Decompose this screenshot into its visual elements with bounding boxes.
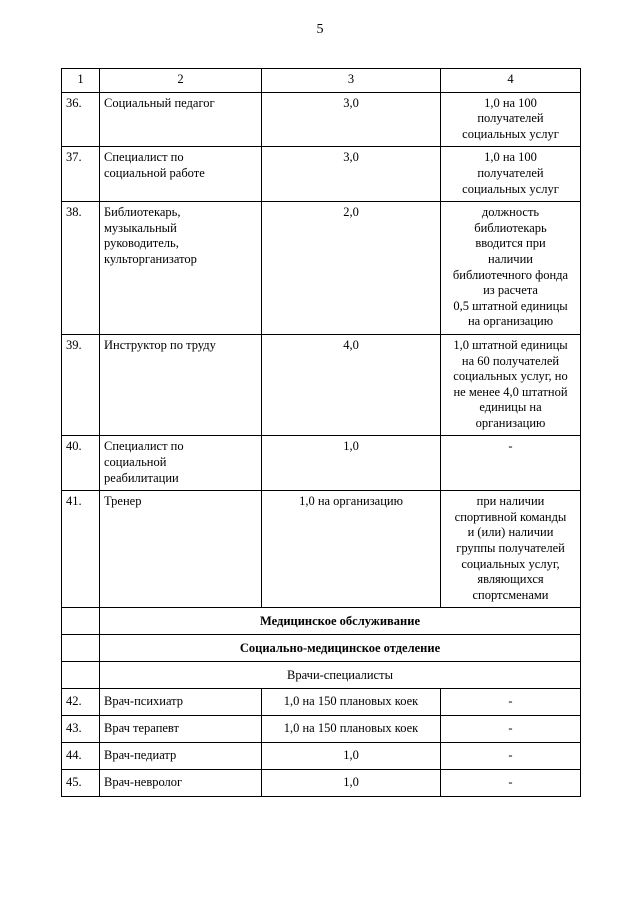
- position-name-line: культорганизатор: [104, 251, 197, 266]
- position-name-line: Специалист по: [104, 439, 184, 454]
- subsection-heading-doctors: Врачи-специалисты: [100, 662, 581, 689]
- table-row: [62, 716, 581, 743]
- staff-note-line: 1,0 штатной единицы: [453, 337, 568, 352]
- row-number: 45.: [62, 770, 100, 797]
- staff-note: [441, 491, 581, 608]
- row-number: 40.: [62, 436, 100, 491]
- subsection-heading-doctors-row: [62, 662, 581, 689]
- position-name-line: Тренер: [104, 494, 142, 509]
- row-number: 39.: [62, 334, 100, 436]
- position-name-line: Инструктор по труду: [104, 337, 216, 352]
- staff-note: [441, 92, 581, 147]
- staff-note: -: [441, 716, 581, 743]
- page-number: 5: [316, 22, 324, 37]
- position-name: Врач терапевт: [100, 716, 262, 743]
- section-heading-medical-row: [62, 608, 581, 635]
- position-name: [100, 436, 262, 491]
- staff-note-line: должность: [481, 205, 540, 220]
- column-header: 1: [62, 69, 100, 93]
- staff-note-line: социальных услуг: [462, 126, 559, 141]
- table-row: [62, 147, 581, 202]
- position-name: Врач-невролог: [100, 770, 262, 797]
- staff-count: 3,0: [262, 147, 441, 202]
- table-row: [62, 770, 581, 797]
- section-heading-department-row: [62, 635, 581, 662]
- empty-cell: [62, 635, 100, 662]
- staff-note-line: из расчета: [483, 283, 538, 298]
- row-number: 42.: [62, 689, 100, 716]
- section-heading-department: Социально-медицинское отделение: [100, 635, 581, 662]
- staff-count: 1,0 на 150 плановых коек: [262, 716, 441, 743]
- position-name: [100, 92, 262, 147]
- table-row: [62, 743, 581, 770]
- position-name-line: Социальный педагог: [104, 95, 215, 110]
- staff-note-line: группы получателей: [456, 541, 565, 556]
- column-header: 4: [441, 69, 581, 93]
- position-name: [100, 334, 262, 436]
- staff-count: 3,0: [262, 92, 441, 147]
- position-name: [100, 202, 262, 335]
- staff-count: 2,0: [262, 202, 441, 335]
- staff-note-line: спортивной команды: [454, 509, 567, 524]
- section-heading-medical: Медицинское обслуживание: [100, 608, 581, 635]
- staff-note-line: организацию: [475, 415, 546, 430]
- staff-note-line: получателей: [477, 165, 544, 180]
- position-name-line: Специалист по: [104, 150, 184, 165]
- staff-note-line: 1,0 на 100: [484, 150, 537, 165]
- staff-note-line: библиотечного фонда: [452, 267, 569, 282]
- staff-note-line: не менее 4,0 штатной: [453, 384, 568, 399]
- staff-note-line: библиотекарь: [474, 220, 547, 235]
- position-name: [100, 147, 262, 202]
- position-name-line: реабилитации: [104, 470, 179, 485]
- staff-note: -: [441, 743, 581, 770]
- staff-note-line: 0,5 штатной единицы: [453, 298, 568, 313]
- table-row: [62, 491, 581, 608]
- staff-note-line: вводится при: [475, 236, 546, 251]
- staff-note-line: социальных услуг,: [461, 556, 560, 571]
- staff-count: 1,0: [262, 436, 441, 491]
- table-row: [62, 334, 581, 436]
- staff-note-line: являющихся: [477, 572, 544, 587]
- staff-note: -: [441, 770, 581, 797]
- row-number: 41.: [62, 491, 100, 608]
- position-name-line: музыкальный: [104, 220, 177, 235]
- position-name-line: социальной: [104, 455, 167, 470]
- staff-note-line: получателей: [477, 111, 544, 126]
- staffing-table: [61, 68, 581, 797]
- position-name: [100, 491, 262, 608]
- table-header-row: [62, 69, 581, 93]
- staff-note-line: единицы на: [479, 400, 542, 415]
- staff-note-line: социальных услуг, но: [453, 369, 568, 384]
- staff-count: 1,0: [262, 743, 441, 770]
- staff-note-line: и (или) наличии: [467, 525, 554, 540]
- empty-cell: [62, 662, 100, 689]
- row-number: 36.: [62, 92, 100, 147]
- staff-note-line: на организацию: [467, 314, 554, 329]
- staff-note-line: на 60 получателей: [461, 353, 560, 368]
- staff-note-line: 1,0 на 100: [484, 95, 537, 110]
- staff-count: 4,0: [262, 334, 441, 436]
- row-number: 44.: [62, 743, 100, 770]
- row-number: 38.: [62, 202, 100, 335]
- staff-note-line: спортсменами: [472, 587, 549, 602]
- staff-count: 1,0 на организацию: [262, 491, 441, 608]
- staff-note-line: -: [508, 439, 513, 454]
- staff-count: 1,0: [262, 770, 441, 797]
- table-row: [62, 92, 581, 147]
- staff-note: [441, 202, 581, 335]
- staff-note: [441, 147, 581, 202]
- staff-count: 1,0 на 150 плановых коек: [262, 689, 441, 716]
- position-name: Врач-психиатр: [100, 689, 262, 716]
- empty-cell: [62, 608, 100, 635]
- table-row: [62, 689, 581, 716]
- row-number: 43.: [62, 716, 100, 743]
- position-name-line: Библиотекарь,: [104, 205, 181, 220]
- staff-note-line: наличии: [488, 251, 533, 266]
- staff-note-line: при наличии: [476, 494, 545, 509]
- staff-note-line: социальных услуг: [462, 181, 559, 196]
- position-name: Врач-педиатр: [100, 743, 262, 770]
- position-name-line: социальной работе: [104, 165, 205, 180]
- table-row: [62, 202, 581, 335]
- staff-note: [441, 334, 581, 436]
- staff-note: [441, 436, 581, 491]
- column-header: 2: [100, 69, 262, 93]
- position-name-line: руководитель,: [104, 236, 179, 251]
- column-header: 3: [262, 69, 441, 93]
- staff-note: -: [441, 689, 581, 716]
- row-number: 37.: [62, 147, 100, 202]
- table-row: [62, 436, 581, 491]
